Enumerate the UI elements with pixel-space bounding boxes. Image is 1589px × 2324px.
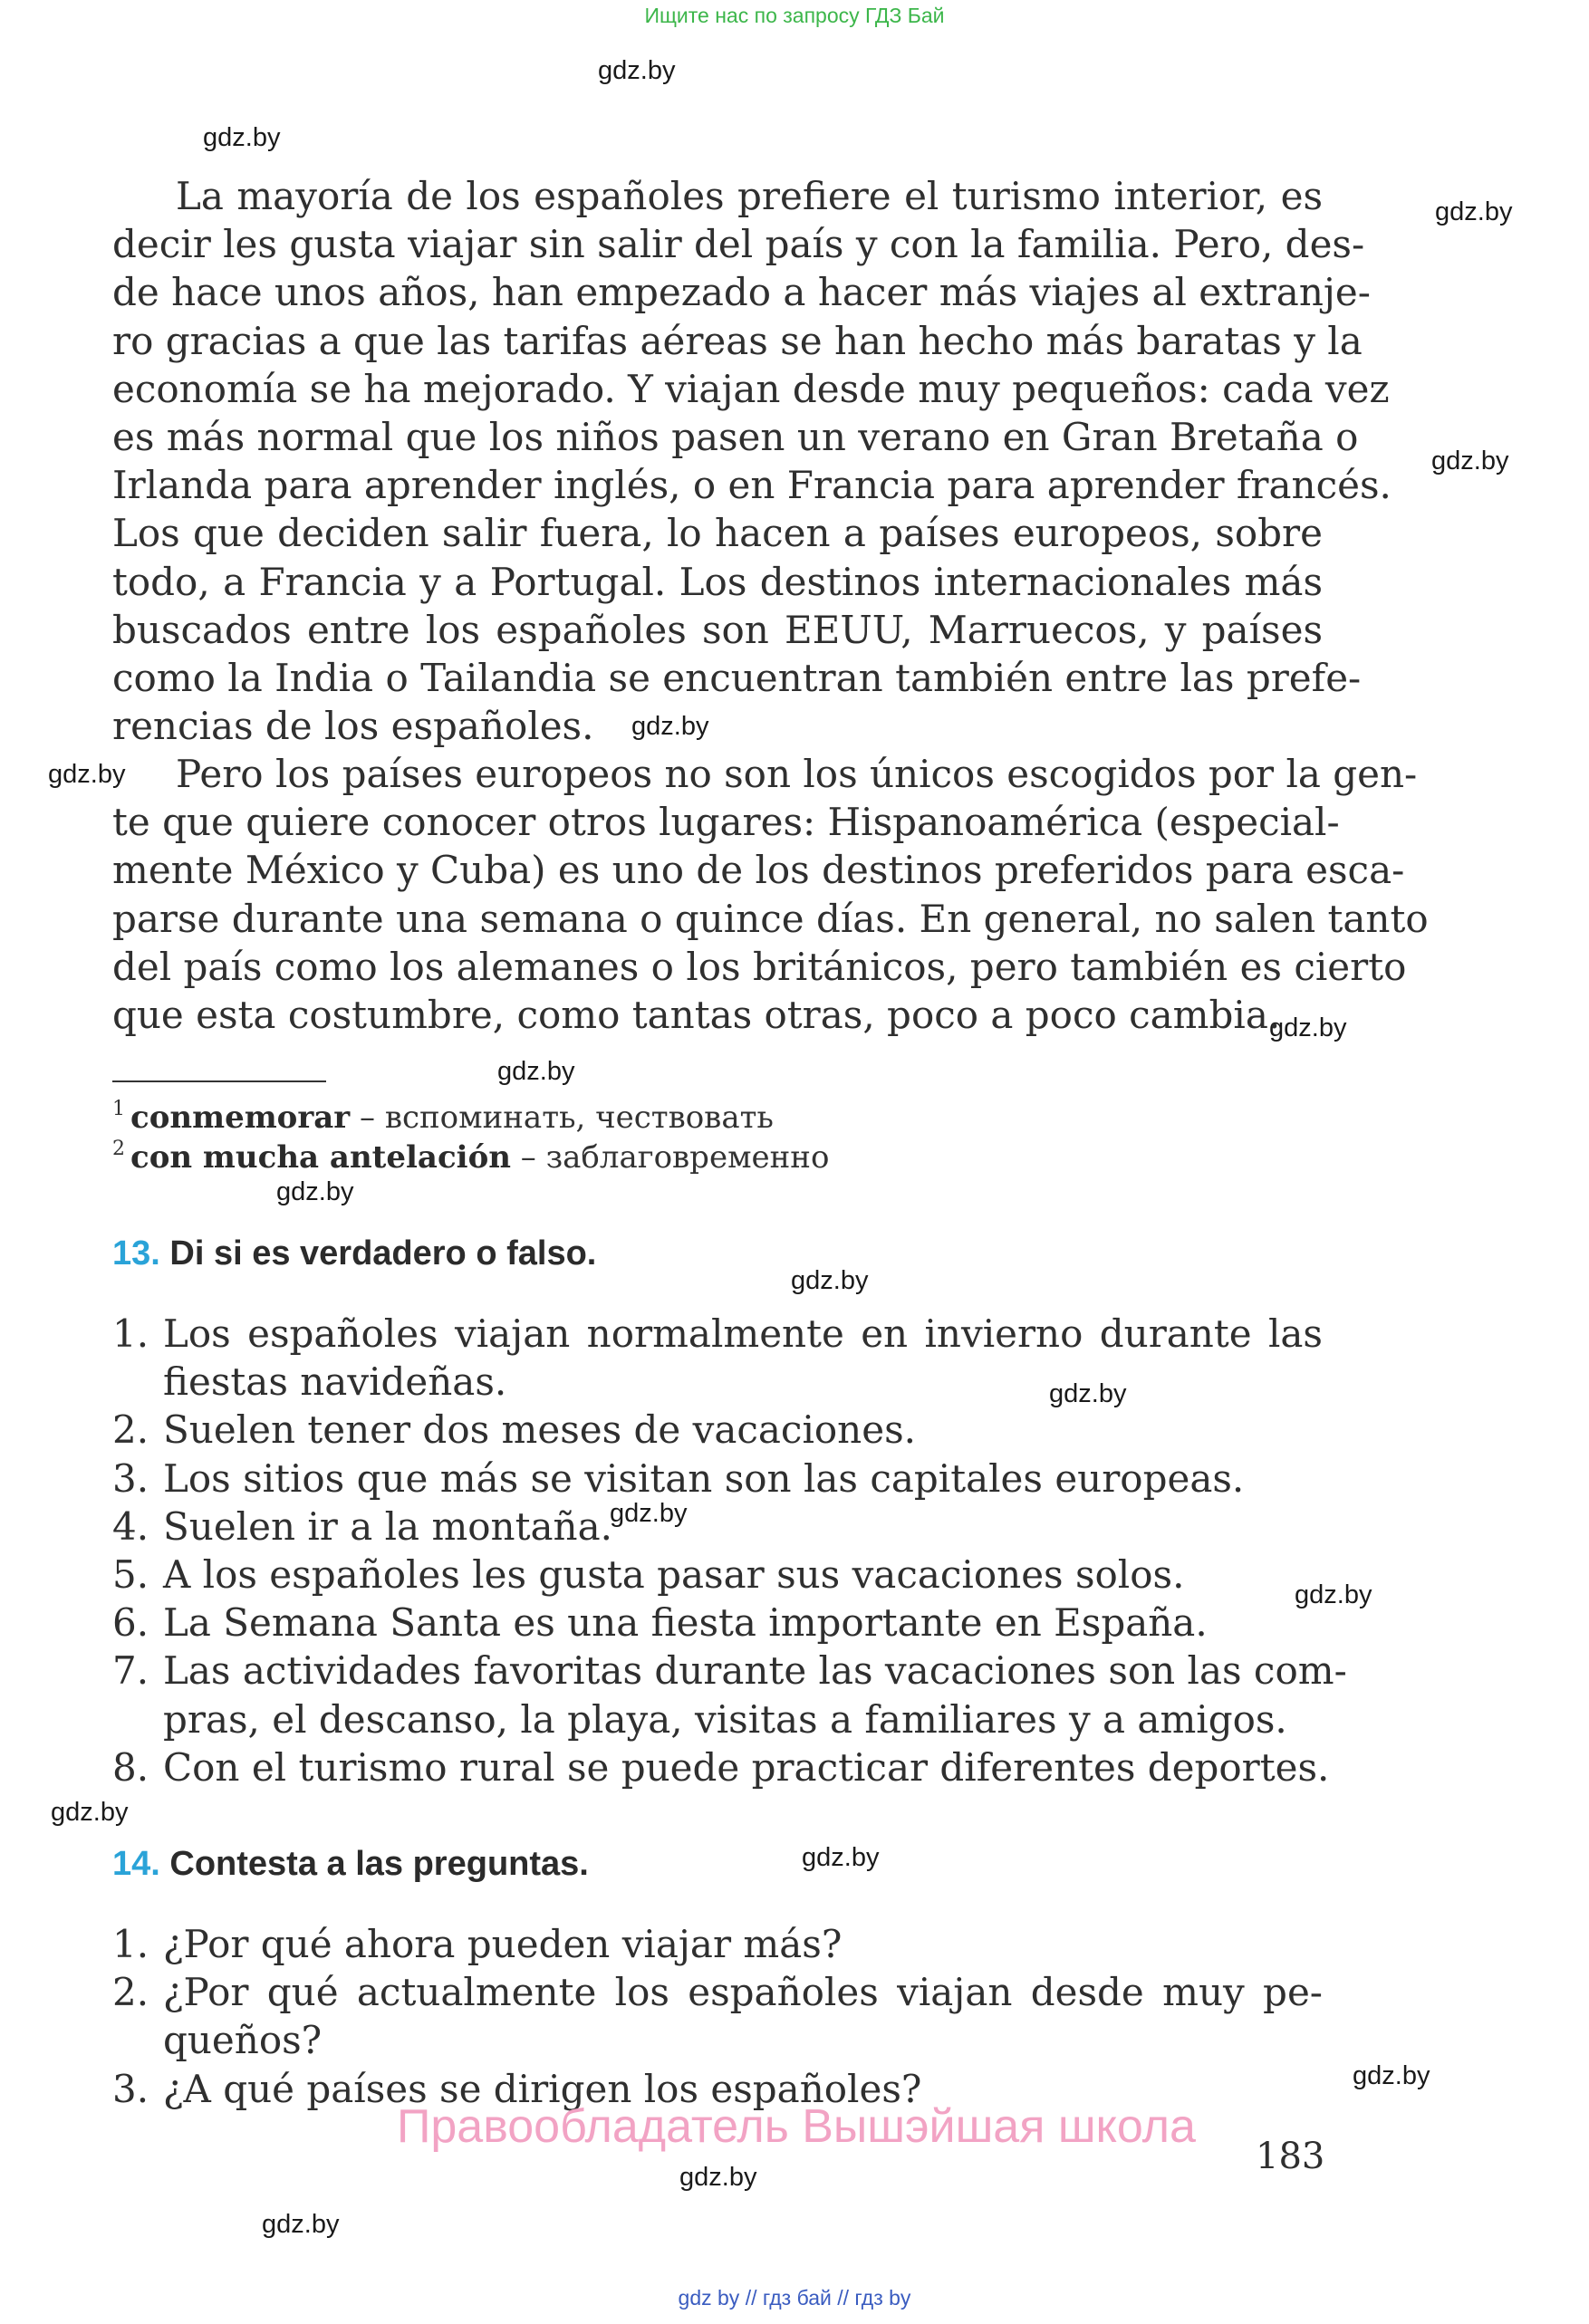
text-line: ro gracias a que las tarifas aéreas se han hecho más baratas y la	[112, 318, 1363, 363]
watermark: gdz.by	[791, 1266, 869, 1295]
exercise-title: Contesta a las preguntas.	[169, 1845, 589, 1883]
exercise-title: Di si es verdadero o falso.	[169, 1234, 597, 1272]
list-item	[112, 1743, 1330, 1791]
text-line: que esta costumbre, como tantas otras, poco a poco cambia.	[112, 993, 1281, 1038]
item-text: A los españoles les gusta pasar sus vacaciones solos.	[163, 1552, 1185, 1598]
watermark: gdz.by	[598, 56, 676, 85]
item-number: 3.	[112, 2066, 149, 2111]
page-number: 183	[1256, 2136, 1325, 2177]
text-line: decir les gusta viajar sin salir del país y con la familia. Pero, des-	[112, 222, 1365, 267]
item-text: ¿Por qué ahora pueden viajar más?	[163, 1922, 843, 1966]
exercise-number: 13.	[112, 1234, 160, 1272]
watermark: gdz.by	[1295, 1580, 1372, 1609]
watermark: gdz.by	[1269, 1013, 1347, 1042]
text-line: La mayoría de los españoles prefiere el turismo interior, es	[176, 174, 1323, 218]
list-item	[112, 1599, 1323, 1647]
footnote-mark: 2	[112, 1138, 125, 1160]
list-item	[112, 1310, 1323, 1406]
watermark: gdz.by	[631, 712, 709, 741]
watermark: gdz.by	[610, 1499, 688, 1528]
watermark: gdz.by	[802, 1843, 880, 1872]
header-banner: Ищите нас по запросу ГДЗ Бай	[644, 4, 945, 27]
footnote-translation: – вспоминать, чествовать	[350, 1100, 774, 1136]
item-text: Las actividades favoritas durante las vacaciones son las com-	[163, 1648, 1347, 1694]
list-item	[112, 1455, 1323, 1503]
item-number: 2.	[112, 1407, 149, 1453]
paragraph-1	[112, 172, 1392, 750]
text-line: buscados entre los españoles son EEUU, Marruecos, y países	[112, 607, 1323, 652]
footnote-divider	[112, 1080, 326, 1082]
copyright-notice: Правообладатель Вышэйшая школа	[397, 2100, 1196, 2153]
text-line: parse durante una semana o quince días. En general, no salen tanto	[112, 896, 1429, 941]
footnote-1	[112, 1098, 774, 1136]
watermark: gdz.by	[48, 760, 126, 789]
item-number: 1.	[112, 1922, 149, 1966]
item-text: pras, el descanso, la playa, visitas a familiares y a amigos.	[163, 1696, 1287, 1742]
item-text: Los sitios que más se visitan son las capitales europeas.	[163, 1455, 1245, 1501]
item-number: 3.	[112, 1455, 149, 1501]
list-item	[112, 1647, 1347, 1743]
item-number: 1.	[112, 1311, 149, 1356]
item-text: ¿Por qué actualmente los españoles viajan desde muy pe-	[163, 1970, 1323, 2015]
exercise-14-heading	[112, 1845, 589, 1884]
watermark: gdz.by	[497, 1057, 575, 1086]
text-line: Pero los países europeos no son los únicos escogidos por la gen-	[176, 752, 1418, 796]
item-text: queños?	[163, 2018, 323, 2063]
item-number: 8.	[112, 1744, 149, 1790]
list-item	[112, 1920, 1323, 1968]
exercise-number: 14.	[112, 1845, 160, 1883]
item-text: La Semana Santa es una fiesta importante en España.	[163, 1600, 1208, 1646]
footnote-term: con mucha antelación	[130, 1139, 511, 1176]
watermark: gdz.by	[1049, 1379, 1127, 1408]
text-line: es más normal que los niños pasen un verano en Gran Bretaña o	[112, 415, 1359, 460]
footnote-mark: 1	[112, 1098, 125, 1120]
text-line: rencias de los españoles.	[112, 704, 594, 749]
list-item	[112, 1503, 1323, 1551]
watermark: gdz.by	[51, 1798, 129, 1827]
paragraph-2	[112, 750, 1429, 1039]
exercise-14-list	[112, 1920, 1323, 2113]
item-number: 4.	[112, 1503, 149, 1549]
footnote-2	[112, 1138, 829, 1176]
item-number: 5.	[112, 1552, 149, 1598]
item-number: 7.	[112, 1648, 149, 1694]
item-text: fiestas navideñas.	[163, 1359, 507, 1405]
list-item	[112, 1551, 1323, 1599]
watermark: gdz.by	[1431, 447, 1509, 475]
text-line: mente México y Cuba) es uno de los destinos preferidos para esca-	[112, 848, 1405, 893]
item-text: Los españoles viajan normalmente en invierno durante las	[163, 1311, 1323, 1356]
item-text: Suelen ir a la montaña.	[163, 1503, 612, 1549]
watermark: gdz.by	[1435, 197, 1513, 226]
watermark: gdz.by	[679, 2163, 757, 2192]
text-line: te que quiere conocer otros lugares: Hispanoamérica (especial-	[112, 800, 1340, 845]
watermark: gdz.by	[1353, 2061, 1430, 2090]
footnote-term: conmemorar	[130, 1100, 351, 1136]
item-number: 6.	[112, 1600, 149, 1646]
text-line: de hace unos años, han empezado a hacer más viajes al extranje-	[112, 270, 1371, 315]
text-line: Irlanda para aprender inglés, o en Francia para aprender francés.	[112, 463, 1392, 508]
text-line: Los que deciden salir fuera, lo hacen a países europeos, sobre	[112, 511, 1323, 556]
text-line: del país como los alemanes o los británicos, pero también es cierto	[112, 944, 1407, 989]
watermark: gdz.by	[203, 123, 281, 152]
footnote-translation: – заблаговременно	[510, 1139, 830, 1176]
exercise-13-heading	[112, 1234, 596, 1273]
item-text: ¿A qué países se dirigen los españoles?	[163, 2066, 922, 2111]
item-text: Suelen tener dos meses de vacaciones.	[163, 1407, 916, 1453]
watermark: gdz.by	[262, 2210, 340, 2239]
text-line: como la India o Tailandia se encuentran también entre las prefe-	[112, 656, 1362, 701]
footer-banner[interactable]: gdz by // гдз бай // гдз by	[678, 2286, 911, 2310]
item-number: 2.	[112, 1970, 149, 2015]
item-text: Con el turismo rural se puede practicar diferentes deportes.	[163, 1744, 1330, 1790]
text-line: todo, a Francia y a Portugal. Los destinos internacionales más	[112, 559, 1323, 604]
text-line: economía se ha mejorado. Y viajan desde muy pequeños: cada vez	[112, 366, 1390, 411]
list-item	[112, 1406, 1323, 1454]
list-item	[112, 1968, 1323, 2064]
watermark: gdz.by	[276, 1177, 354, 1206]
